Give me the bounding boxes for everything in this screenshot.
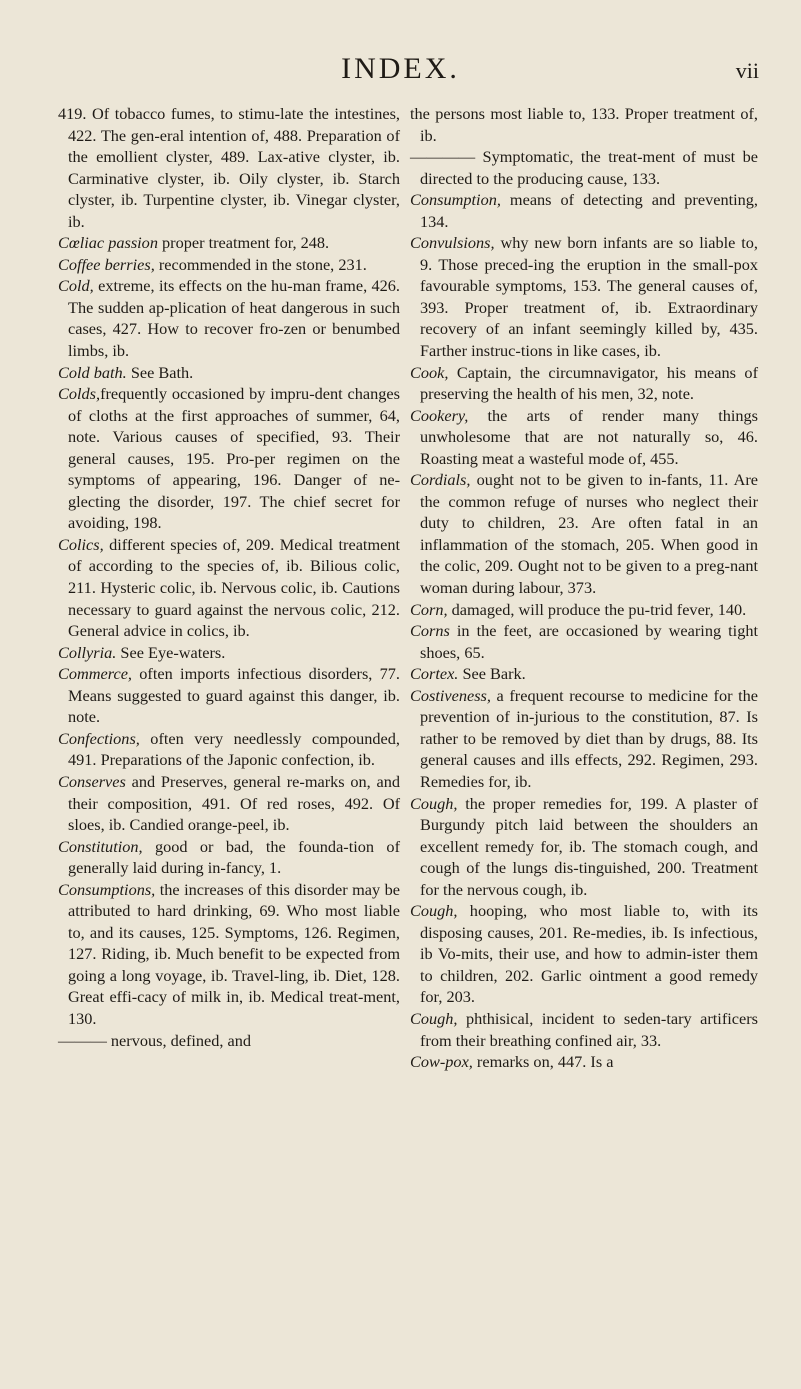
index-term: Colds, <box>58 384 101 404</box>
page-title: INDEX. <box>341 52 460 85</box>
index-entry <box>58 534 400 642</box>
index-term: Corn, <box>410 599 448 619</box>
index-entry <box>410 685 758 793</box>
index-entry <box>58 663 400 728</box>
running-head <box>0 52 801 86</box>
index-entry <box>58 879 400 1030</box>
index-term: Constitution, <box>58 836 143 856</box>
index-entry <box>410 405 758 470</box>
index-term: Cookery, <box>410 405 469 425</box>
index-entry <box>410 663 758 685</box>
index-entry-text: the proper remedies for, 199. A plaster of Burgundy pitch laid between the shoulders an excellent remedy for, ib. The stomach cough, and cough of the lungs dis-tinguished, 200. Treatment for the nervous cough, ib. <box>420 793 758 899</box>
index-entry-text: means of detecting and preventing, 134. <box>420 190 758 231</box>
index-term: Cortex. <box>410 664 459 684</box>
index-entry-text: often imports infectious disorders, 77. Means suggested to guard against this danger, ib. note. <box>68 664 400 727</box>
index-term: Collyria. <box>58 642 117 662</box>
index-entry-text: See Eye-waters. <box>116 642 226 662</box>
index-entry <box>410 189 758 232</box>
index-entry-text: in the feet, are occasioned by wearing tight shoes, 65. <box>420 621 758 662</box>
index-entry-text: ———— Symptomatic, the treat-ment of must be directed to the producing cause, 133. <box>410 147 758 188</box>
index-entry-text: the persons most liable to, 133. Proper treatment of, ib. <box>410 104 758 145</box>
index-entry-text: 419. Of tobacco fumes, to stimu-late the intestines, 422. The gen-eral intention of, 488. Preparation of the emollient clyster, 489. Lax-ative clyster, ib. Carminative clyster, ib. Oily clyster, ib. Starch clyster, ib. Turpentine clyster, ib. Vinegar clyster, ib. <box>58 104 400 231</box>
index-entry-text: proper treatment for, 248. <box>157 233 330 253</box>
index-entry-text: frequently occasioned by impru-dent changes of cloths at the first approaches of summer, 64, note. Various causes of specified, 93. Their general causes, 195. Pro-per regimen on the symptoms of appearing, 196. Danger of ne-glecting the disorder, 197. The chief secret for avoiding, 198. <box>68 384 400 533</box>
index-term: Colics, <box>58 534 104 554</box>
index-entry <box>58 728 400 771</box>
index-term: Cordials, <box>410 470 471 490</box>
index-term: Cold bath. <box>58 362 127 382</box>
index-term: Costiveness, <box>410 685 491 705</box>
index-term: Consumption, <box>410 190 501 210</box>
index-term: Commerce, <box>58 664 132 684</box>
index-term: Corns <box>410 621 450 641</box>
index-term: Cook, <box>410 362 449 382</box>
index-term: Consumptions, <box>58 879 156 899</box>
index-entry-text: Captain, the circumnavigator, his means of preserving the health of his men, 32, note. <box>420 362 758 404</box>
index-term: Confections, <box>58 728 140 748</box>
index-entry <box>58 642 400 664</box>
index-entry-text: the increases of this disorder may be attributed to hard drinking, 69. Who most liable to, and its causes, 125. Symptoms, 126. Regimen, 127. Riding, ib. Much benefit to be expected from going a long voyage, ib. Travel-ling, ib. Diet, 128. Great effi-cacy of milk in, ib. Medical treat-ment, 130. <box>68 879 400 1028</box>
index-entry-text: a frequent recourse to medicine for the prevention of in-jurious to the constitution, 87. Is rather to be removed by diet than by drugs, 88. Its general causes and ills effects, 292. Regimen, 293. Remedies for, ib. <box>420 685 758 791</box>
index-entry-text: often very needlessly compounded, 491. Preparations of the Japonic confection, ib. <box>68 728 400 770</box>
index-term: Cough, <box>410 901 458 921</box>
index-entry-text: ——— nervous, defined, and <box>58 1030 252 1050</box>
left-column <box>58 103 400 1051</box>
index-term: Cold, <box>58 276 94 296</box>
index-entry <box>410 900 758 1008</box>
index-entry-text: hooping, who most liable to, with its disposing causes, 201. Re-medies, ib. Is infectious, ib Vo-mits, their use, and how to admin-ister them to children, 202. Garlic ointment a good remedy for, 203. <box>420 901 758 1007</box>
index-entry-text: the arts of render many things unwholesome that are not naturally so, 46. Roasting meat a wasteful mode of, 455. <box>420 405 758 468</box>
index-entry <box>410 146 758 189</box>
index-entry <box>410 103 758 146</box>
index-entry <box>58 771 400 836</box>
right-column <box>410 103 758 1073</box>
index-term: Cough, <box>410 793 458 813</box>
index-entry <box>58 362 400 384</box>
index-term: Conserves <box>58 771 126 791</box>
index-entry-text: recommended in the stone, 231. <box>154 254 367 274</box>
index-entry <box>410 620 758 663</box>
index-entry <box>410 469 758 598</box>
index-entry-text: phthisical, incident to seden-tary artificers from their breathing confined air, 33. <box>420 1008 758 1050</box>
index-entry <box>410 1051 758 1073</box>
index-entry-text: ought not to be given to in-fants, 11. Are the common refuge of nurses who neglect their duty to children, 23. Are often fatal in an inflammation of the stomach, 205. When good in the colic, 209. Ought not to be given to a preg-nant woman during labour, 373. <box>420 470 758 598</box>
index-entry <box>58 232 400 254</box>
index-entry <box>410 1008 758 1051</box>
index-entry <box>58 254 400 276</box>
index-entry-text: why new born infants are so liable to, 9. Those preced-ing the eruption in the small-pox favourable symptoms, 153. The general causes of, 393. Proper treatment of, ib. Extraordinary recovery of an infant seemingly killed by, 435. Farther instruc-tions in like cases, ib. <box>420 233 758 361</box>
index-entry <box>58 103 400 232</box>
index-term: Cow-pox, <box>410 1052 473 1072</box>
index-entry-text: and Preserves, general re-marks on, and their composition, 491. Of red roses, 492. Of sloes, ib. Candied orange-peel, ib. <box>68 771 400 835</box>
index-term: Cœliac passion <box>58 233 158 253</box>
index-entry <box>410 599 758 621</box>
index-entry-text: extreme, its effects on the hu-man frame, 426. The sudden ap-plication of heat dangerous in such cases, 427. How to recover fro-zen or benumbed limbs, ib. <box>68 276 400 361</box>
index-entry <box>58 383 400 534</box>
index-term: Cough, <box>410 1008 458 1028</box>
index-entry <box>58 1030 400 1052</box>
index-entry <box>410 362 758 405</box>
index-entry-text: remarks on, 447. Is a <box>472 1052 614 1072</box>
index-entry <box>58 275 400 361</box>
index-entry-text: good or bad, the founda-tion of generally laid during in-fancy, 1. <box>68 836 400 878</box>
index-term: Convulsions, <box>410 233 495 253</box>
index-term: Coffee berries, <box>58 254 155 274</box>
index-entry <box>410 232 758 361</box>
index-entry-text: See Bark. <box>458 664 526 684</box>
index-entry <box>58 836 400 879</box>
index-entry-text: damaged, will produce the pu-trid fever, 140. <box>447 599 747 619</box>
index-entry <box>410 793 758 901</box>
index-entry-text: different species of, 209. Medical treatment of according to the species of, ib. Bilious colic, 211. Hysteric colic, ib. Nervous colic, ib. Cautions necessary to guard against the nervous colic, 212. General advice in colics, ib. <box>68 534 400 641</box>
page-number: vii <box>735 58 759 83</box>
index-entry-text: See Bath. <box>126 362 194 382</box>
